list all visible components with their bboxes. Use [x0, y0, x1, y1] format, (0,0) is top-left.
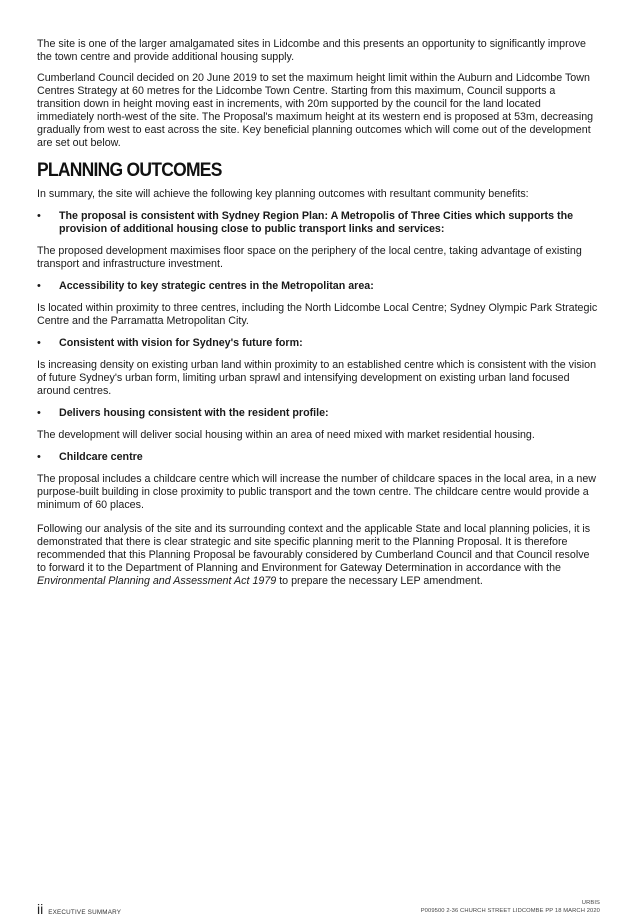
- outcome-bullet-5: [37, 451, 600, 464]
- bullet-dot-icon: •: [37, 451, 41, 463]
- outcome-bullet-3: [37, 337, 600, 350]
- outcome-title: Accessibility to key strategic centres in the Metropolitan area:: [59, 280, 374, 292]
- conclusion-paragraph: [37, 523, 600, 588]
- outcome-title: The proposal is consistent with Sydney Region Plan: A Metropolis of Three Cities which supports the provision of additional housing close to public transport links and services:: [59, 210, 574, 235]
- outcome-bullet-4: [37, 407, 600, 420]
- page-number: ii: [37, 901, 44, 917]
- conclusion-text-end: to prepare the necessary LEP amendment.: [276, 575, 483, 587]
- outcome-body: The proposal includes a childcare centre which will increase the number of childcare spaces in the local area, in a new purpose-built building in close proximity to public transport and the town centre. The childcare centre would provide a minimum of 60 places.: [37, 473, 597, 511]
- outcome-body: The proposed development maximises floor space on the periphery of the local centre, taking advantage of existing transport and infrastructure investment.: [37, 245, 582, 270]
- bullet-dot-icon: •: [37, 210, 41, 222]
- bullet-dot-icon: •: [37, 337, 41, 349]
- outcome-body: The development will deliver social housing within an area of need mixed with market residential housing.: [37, 429, 535, 441]
- outcome-title: Delivers housing consistent with the resident profile:: [59, 407, 329, 419]
- section-heading: PLANNING OUTCOMES: [37, 160, 222, 181]
- bullet-dot-icon: •: [37, 407, 41, 419]
- outcome-body: Is increasing density on existing urban land within proximity to an established centre which is consistent with the vision of future Sydney's urban form, limiting urban sprawl and intensifying development on existing urban land focused around centres.: [37, 359, 597, 397]
- summary-paragraph: In summary, the site will achieve the following key planning outcomes with resultant community benefits:: [37, 188, 529, 200]
- outcome-title: Childcare centre: [59, 451, 143, 463]
- footer-left: [37, 901, 121, 917]
- intro-paragraph-2: Cumberland Council decided on 20 June 2019 to set the maximum height limit within the Auburn and Lidcombe Town Centres Strategy at 60 metres for the Lidcombe Town Centre. Starting from this maximum, Council supports a transition down in height moving east in increments, with 20m supported by the council for the land located immediately north-west of the site. The Proposal's maximum height at its western end is proposed at 53m, decreasing gradually from west to east across the site. Key beneficial planning outcomes which will come out of the development are set out below.: [37, 72, 594, 149]
- footer-reference: P009500 2-36 CHURCH STREET LIDCOMBE PP 18 MARCH 2020: [420, 908, 600, 914]
- outcome-body: Is located within proximity to three centres, including the North Lidcombe Local Centre; Sydney Olympic Park Strategic Centre and the Parramatta Metropolitan City.: [37, 302, 598, 327]
- conclusion-text: Following our analysis of the site and its surrounding context and the applicable State and local planning policies, it is demonstrated that there is clear strategic and site specific planning merit to the Planning Proposal. It is therefore recommended that this Planning Proposal be favourably considered by Cumberland Council and that Council resolve to forward it to the Department of Planning and Environment for Gateway Determination in accordance with the: [37, 523, 591, 574]
- footer-company: URBIS: [581, 900, 600, 906]
- footer-section-name: EXECUTIVE SUMMARY: [48, 909, 122, 916]
- page-content: [37, 38, 600, 588]
- act-title: Environmental Planning and Assessment Act 1979: [37, 575, 277, 587]
- outcome-title: Consistent with vision for Sydney's future form:: [59, 337, 303, 349]
- intro-paragraph-1: The site is one of the larger amalgamated sites in Lidcombe and this presents an opportunity to significantly improve the town centre and provide additional housing supply.: [37, 38, 586, 63]
- bullet-dot-icon: •: [37, 280, 41, 292]
- outcome-bullet-2: [37, 280, 600, 293]
- footer-right: [421, 899, 600, 915]
- outcome-bullet-1: [37, 210, 600, 236]
